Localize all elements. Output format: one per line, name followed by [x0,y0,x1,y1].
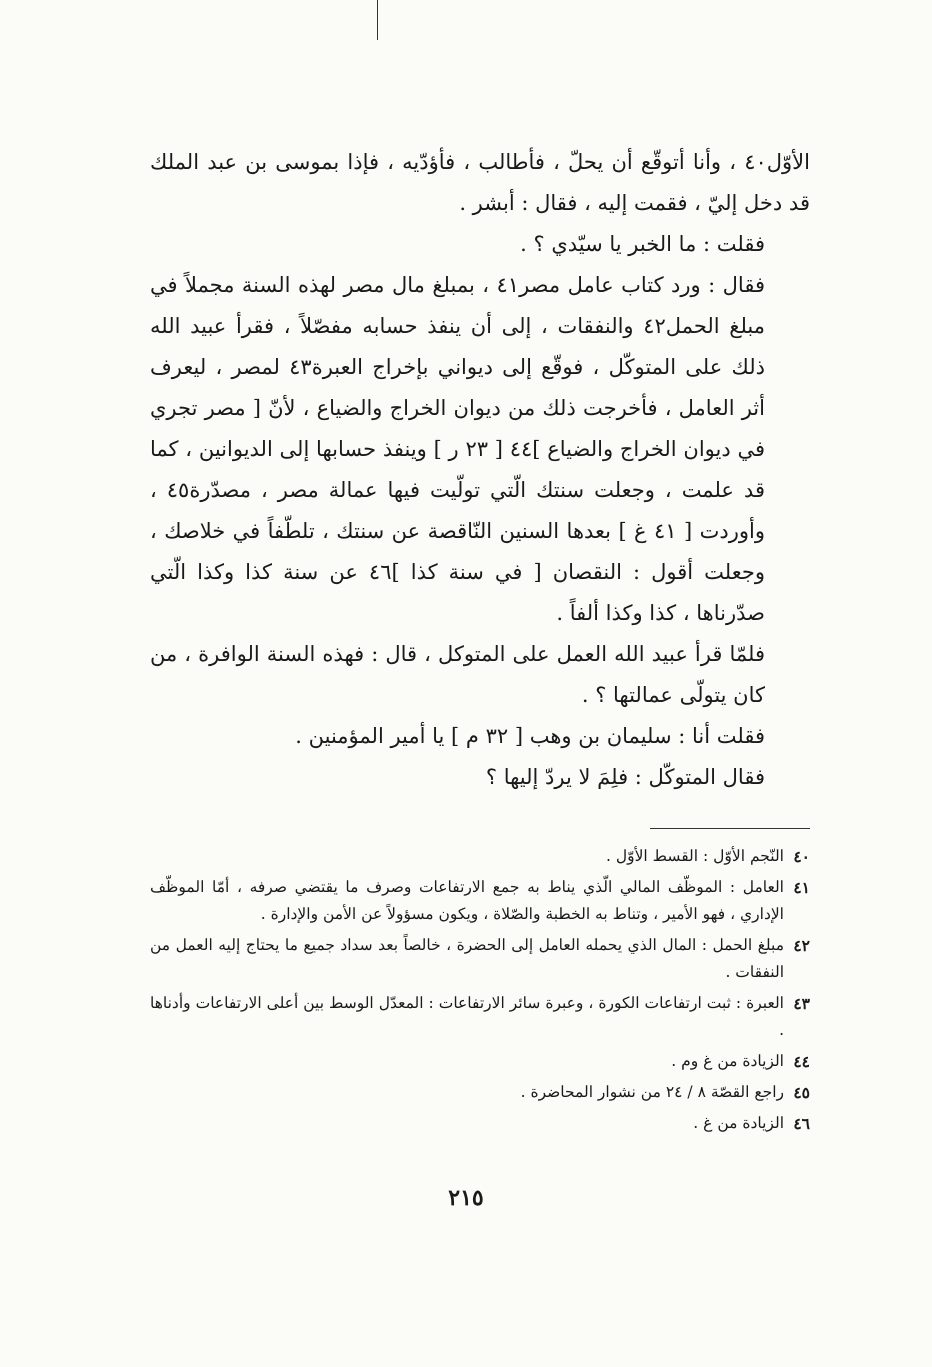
paragraph: فقلت : ما الخبر يا سيّدي ؟ . [520,232,765,256]
footnote [150,874,810,928]
page-body [150,142,810,1141]
paragraph: فقلت أنا : سليمان بن وهب [ ٣٢ م ] يا أمير المؤمنين . [295,724,765,748]
footnote-number: ٤٤ [793,1052,810,1071]
top-margin-rule [377,0,378,40]
footnote [150,843,810,870]
footnote-number: ٤٦ [793,1114,810,1133]
paragraph: فقال : ورد كتاب عامل مصر٤١ ، بمبلغ مال مصر لهذه السنة مجملاً في مبلغ الحمل٤٢ والنفقات ، إلى أن ينفذ حسابه مفصّلاً ، فقرأ عبيد الله ذلك على المتوكّل ، فوقّع إلى ديواني بإخراج العبرة٤٣ لمصر ، ليعرف أثر العامل ، فأخرجت ذلك من ديوان الخراج والضياع ، لأنّ [ مصر تجري في ديوان الخراج والضياع ]٤٤ [ ٢٣ ر ] وينفذ حسابها إلى الديوانين ، كما قد علمت ، وجعلت سنتك الّتي تولّيت فيها عمالة مصر ، مصدّرة٤٥ ، وأوردت [ ٤١ غ ] بعدها السنين النّاقصة عن سنتك ، تلطّفاً في خلاصك ، وجعلت أقول : النقصان [ في سنة كذا ]٤٦ عن سنة كذا وكذا الّتي صدّرناها ، كذا وكذا ألفاً . [150,273,766,625]
footnote [150,932,810,986]
footnote [150,1110,810,1137]
footnote-text: النّجم الأوّل : القسط الأوّل . [605,847,784,865]
footnote-number: ٤١ [793,878,810,897]
footnote-number: ٤٥ [793,1083,810,1102]
footnote-text: الزيادة من غ وم . [671,1052,784,1070]
main-text [150,142,810,798]
footnote-text: العبرة : ثبت ارتفاعات الكورة ، وعبرة سائر الارتفاعات : المعدّل الوسط بين أعلى الارتفاعات وأدناها . [150,994,784,1039]
footnote-number: ٤٠ [793,847,810,866]
footnote-separator [650,828,810,829]
footnote [150,1079,810,1106]
footnote-text: العامل : الموظّف المالي الّذي يناط به جمع الارتفاعات وصرف ما يقتضي صرفه ، أمّا الموظّف الإداري ، فهو الأمير ، وتناط به الخطبة والصّلاة ، ويكون مسؤولاً عن الأمن والإدارة . [150,878,784,923]
footnote-text: الزيادة من غ . [693,1114,784,1132]
footnote [150,990,810,1044]
paragraph: الأوّل٤٠ ، وأنا أتوقّع أن يحلّ ، فأطالب ، فأؤدّيه ، فإذا بموسى بن عبد الملك قد دخل إليّ ، فقمت إليه ، فقال : أبشر . [150,150,810,215]
footnotes [150,843,810,1137]
footnote-number: ٤٢ [793,936,810,955]
paragraph: فقال المتوكّل : فلِمَ لا يردّ إليها ؟ [485,765,765,789]
page-number: ٢١٥ [448,1185,484,1211]
footnote [150,1048,810,1075]
paragraph: فلمّا قرأ عبيد الله العمل على المتوكل ، قال : فهذه السنة الوافرة ، من كان يتولّى عمالتها ؟ . [150,642,765,707]
footnote-text: مبلغ الحمل : المال الذي يحمله العامل إلى الحضرة ، خالصاً بعد سداد جميع ما يحتاج إليه العمل من النفقات . [150,936,784,981]
footnote-number: ٤٣ [793,994,810,1013]
footnote-text: راجع القصّة ٨ / ٢٤ من نشوار المحاضرة . [520,1083,784,1101]
